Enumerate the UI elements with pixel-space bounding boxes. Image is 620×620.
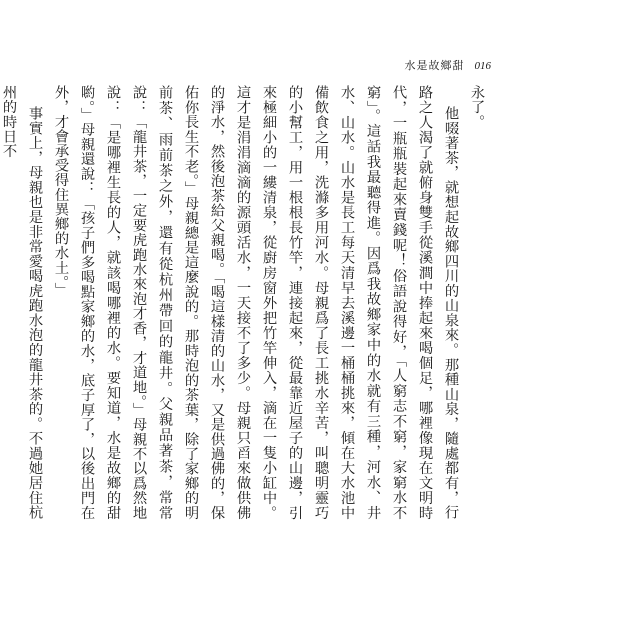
paragraph: 他啜著茶，就想起故鄉四川的山泉來。那種山泉，隨處都有，行路之人渴了就俯身雙手從溪澗中捧起來喝個足，哪裡像現在文明時代，一瓶瓶裝起來賣錢呢！俗語說得好，「人窮志不窮，家窮水不窮」。這話我最聽得進。因爲我故鄉家中的水就有三種，河水、井水、山水。山水是長工每天清早去溪邊一桶桶挑來，傾在大水池中備飲食之用，洗滌多用河水。母親爲了長工挑水辛苦，叫聰明靈巧的小幫工，用一根根長竹竿，連接起來，從最靠近屋子的山邊，引來極細小的一縷清泉，從廚房窗外把竹竿伸入，滴在一隻小缸中。這才是涓涓滴滴的源頭活水，一天接不了多少。母親只舀來做供佛的淨水，然後泡茶給父親喝。「喝這樣清的山水，又是供過佛的，保佑你長生不老。」母親總是這麼說的。那時泡的茶葉，除了家鄉的明前茶、雨前茶之外，還有從杭州帶回的龍井。父親品著茶，常常說：「龍井茶，一定要虎跑水來泡才香，才道地。」母親不以爲然地說：「是哪裡生長的人，就該喝哪裡的水。要知道，水是故鄉的甜喲。」母親還說：「孩子們多喝點家鄉的水，底子厚了，以後出門在外，才會承受得住異鄉的水土。」 <box>53 85 459 520</box>
book-title: 水是故鄉甜 <box>404 59 465 72</box>
running-head <box>405 57 492 73</box>
page-number: 016 <box>474 60 491 72</box>
paragraph: 事實上，母親也是非常愛喝虎跑水泡的龍井茶的。不過她居住杭州的時日不 <box>1 85 43 520</box>
paragraph: 永了。 <box>469 85 485 129</box>
body-text <box>0 85 490 520</box>
